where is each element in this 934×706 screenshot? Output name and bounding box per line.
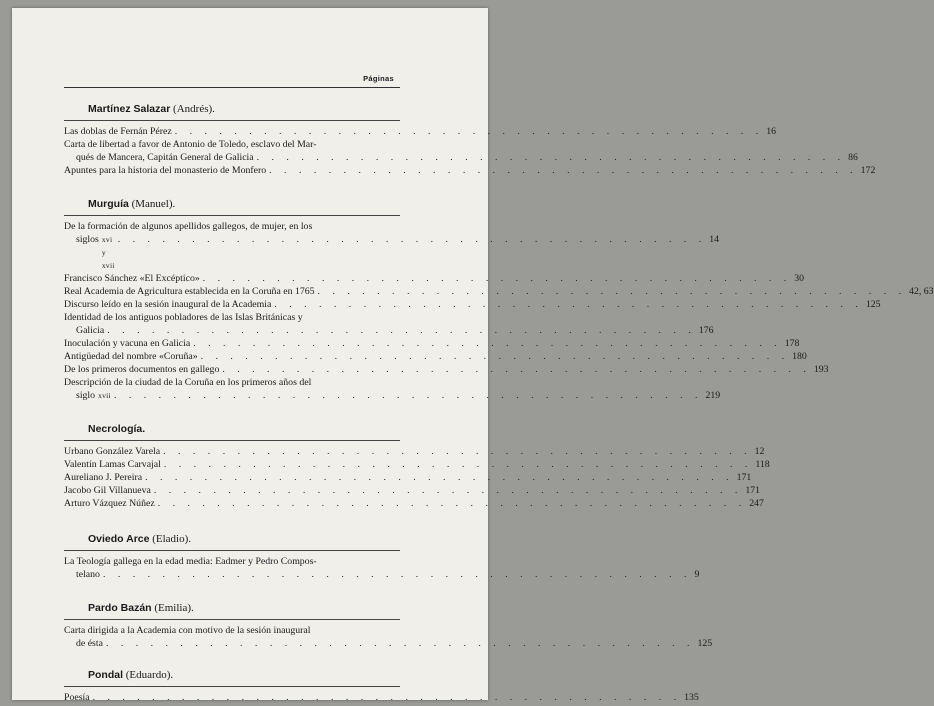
page-number: 118 (755, 459, 770, 470)
author-surname: Oviedo Arce (88, 533, 150, 545)
author-section (64, 601, 713, 650)
author-surname: Murguía (88, 198, 129, 210)
author-section (64, 197, 934, 402)
dot-leader: . . . . . . . . . . . . . . . . . . . . . . . . . . . . . . . . . . . . . . . . (200, 351, 790, 362)
entry-century-smallcaps: xvii (98, 391, 111, 400)
page-number: 16 (766, 126, 777, 137)
dot-leader: . . . . . . . . . . . . . . . . . . . . . . . . . . . . . . . . . . . . . . . . (163, 446, 752, 457)
dot-leader: . . . . . . . . . . . . . . . . . . . . . . . . . . . . . . . . . . . . . . . . (105, 638, 695, 649)
dot-leader: . . . . . . . . . . . . . . . . . . . . . . . . . . . . . . . . . . . . . . . . (92, 692, 682, 703)
index-entry (64, 376, 721, 402)
entry-title-line: Carta dirigida a la Academia con motivo de la sesión inaugural (64, 625, 311, 636)
entry-title: Inoculación y vacuna en Galicia (64, 338, 191, 349)
entry-title-line: La Teología gallega en la edad media: Eadmer y Pedro Compos- (64, 556, 317, 567)
page-number: 9 (694, 569, 700, 580)
entry-title: qués de Mancera, Capitán General de Galicia (76, 152, 254, 163)
index-entry (64, 311, 714, 337)
author-surname: Necrología. (88, 423, 146, 435)
author-heading (88, 422, 400, 436)
author-given-name: (Andrés). (173, 103, 215, 115)
entry-title-line: Descripción de la ciudad de la Coruña en los primeros años del (64, 377, 312, 388)
index-entry (64, 555, 700, 581)
index-entry (64, 691, 699, 704)
dot-leader: . . . . . . . . . . . . . . . . . . . . . . . . . . . . . . . . . . . . . . . . (317, 286, 907, 297)
entry-title: Galicia (76, 325, 105, 336)
section-rule (64, 120, 400, 121)
entry-title: telano (76, 569, 100, 580)
entry-title-line: Carta de libertad a favor de Antonio de Toledo, esclavo del Mar- (64, 139, 317, 150)
index-entry (64, 471, 752, 484)
dot-leader: . . . . . . . . . . . . . . . . . . . . . . . . . . . . . . . . . . . . . . . . (269, 165, 858, 176)
page-number: 247 (749, 498, 764, 509)
dot-leader: . . . . . . . . . . . . . . . . . . . . . . . . . . . . . . . . . . . . . . . . (222, 364, 811, 375)
pages-column-label: Páginas (363, 74, 394, 83)
page-number: 86 (848, 152, 858, 163)
page-number: 176 (698, 325, 714, 336)
author-heading (88, 601, 400, 615)
author-heading (88, 668, 400, 682)
author-heading (88, 197, 400, 211)
index-entry (64, 285, 934, 298)
index-entry (64, 350, 807, 363)
entry-title-line: Identidad de los antiguos pobladores de las Islas Británicas y (64, 312, 303, 323)
index-entry (64, 272, 805, 285)
page-number: 193 (813, 364, 829, 375)
dot-leader: . . . . . . . . . . . . . . . . . . . . . . . . . . . . . . . . . . . . . . . . (274, 299, 863, 310)
page-number: 172 (860, 165, 876, 176)
author-given-name: (Eduardo). (125, 669, 174, 681)
entry-title: de ésta (76, 638, 103, 649)
page-number: 219 (705, 390, 721, 401)
index-entry (64, 125, 777, 138)
page-number: 30 (794, 273, 805, 284)
entry-title: Urbano González Varela (64, 446, 161, 457)
entry-title: Discurso leído en la sesión inaugural de la Academia (64, 299, 272, 310)
dot-leader: . . . . . . . . . . . . . . . . . . . . . . . . . . . . . . . . . . . . . . . . (102, 569, 692, 580)
entry-title: Arturo Vázquez Núñez (64, 498, 155, 509)
index-entry (64, 138, 858, 164)
entry-title: Jacobo Gil Villanueva (64, 485, 151, 496)
dot-leader: . . . . . . . . . . . . . . . . . . . . . . . . . . . . . . . . . . . . . . . . (163, 459, 753, 470)
section-rule (64, 550, 400, 551)
entry-century-smallcaps: xvi y xvii (101, 235, 115, 270)
entry-title: De los primeros documentos en gallego (64, 364, 220, 375)
entry-title: siglo (76, 390, 96, 401)
section-rule (64, 215, 400, 216)
dot-leader: . . . . . . . . . . . . . . . . . . . . . . . . . . . . . . . . . . . . . . . . (145, 472, 734, 483)
page-number: 12 (754, 446, 765, 457)
index-content (64, 88, 934, 704)
author-heading (88, 102, 400, 116)
entry-title: Antigüedad del nombre «Coruña» (64, 351, 198, 362)
index-entry (64, 164, 876, 177)
index-entry (64, 458, 770, 471)
dot-leader: . . . . . . . . . . . . . . . . . . . . . . . . . . . . . . . . . . . . . . . . (256, 152, 846, 163)
entry-title: Poesía (64, 692, 90, 703)
author-section (64, 422, 770, 510)
page-number: 14 (709, 234, 720, 245)
author-heading (88, 532, 400, 546)
entry-title: Apuntes para la historia del monasterio de Monfero (64, 165, 267, 176)
entry-title: Valentín Lamas Carvajal (64, 459, 161, 470)
page-number: 171 (736, 472, 752, 483)
index-entry (64, 484, 761, 497)
author-given-name: (Eladio). (152, 533, 192, 545)
dot-leader: . . . . . . . . . . . . . . . . . . . . . . . . . . . . . . . . . . . . . . . . (157, 498, 747, 509)
author-section (64, 532, 700, 581)
page-number: 135 (684, 692, 699, 703)
index-entry (64, 220, 720, 272)
page-number: 178 (784, 338, 800, 349)
page-sheet (12, 8, 934, 703)
dot-leader: . . . . . . . . . . . . . . . . . . . . . . . . . . . . . . . . . . . . . . . . (153, 485, 743, 496)
entry-title: Real Academia de Agricultura establecida en la Coruña en 1765 (64, 286, 315, 297)
index-entry (64, 337, 800, 350)
page-number: 125 (697, 638, 713, 649)
entry-title: siglos (76, 234, 99, 245)
section-rule (64, 686, 400, 687)
dot-leader: . . . . . . . . . . . . . . . . . . . . . . . . . . . . . . . . . . . . . . . . (193, 338, 782, 349)
dot-leader: . . . . . . . . . . . . . . . . . . . . . . . . . . . . . . . . . . . . . . . . (107, 325, 696, 336)
index-entry (64, 445, 765, 458)
entry-title: Aureliano J. Pereira (64, 472, 143, 483)
page-number: 42, 63 (909, 286, 934, 297)
dot-leader: . . . . . . . . . . . . . . . . . . . . . . . . . . . . . . . . . . . . . . . . (174, 126, 764, 137)
entry-title: Las doblas de Fernán Pérez (64, 126, 172, 137)
page-number: 171 (745, 485, 761, 496)
entry-title: Francisco Sánchez «El Excéptico» (64, 273, 200, 284)
author-surname: Martínez Salazar (88, 103, 171, 115)
author-section (64, 102, 876, 177)
section-rule (64, 440, 400, 441)
index-entry (64, 363, 829, 376)
dot-leader: . . . . . . . . . . . . . . . . . . . . . . . . . . . . . . . . . . . . . . . . (117, 234, 707, 245)
index-entry (64, 497, 764, 510)
author-surname: Pardo Bazán (88, 602, 152, 614)
dot-leader: . . . . . . . . . . . . . . . . . . . . . . . . . . . . . . . . . . . . . . . . (113, 390, 703, 401)
index-entry (64, 624, 713, 650)
page-number: 125 (865, 299, 881, 310)
author-section (64, 668, 699, 704)
section-rule (64, 619, 400, 620)
entry-title-line: De la formación de algunos apellidos gallegos, de mujer, en los (64, 221, 313, 232)
author-given-name: (Manuel). (131, 198, 176, 210)
index-entry (64, 298, 881, 311)
page-number: 180 (792, 351, 807, 362)
author-given-name: (Emilia). (154, 602, 194, 614)
dot-leader: . . . . . . . . . . . . . . . . . . . . . . . . . . . . . . . . . . . . . . . . (202, 273, 792, 284)
author-surname: Pondal (88, 669, 124, 681)
